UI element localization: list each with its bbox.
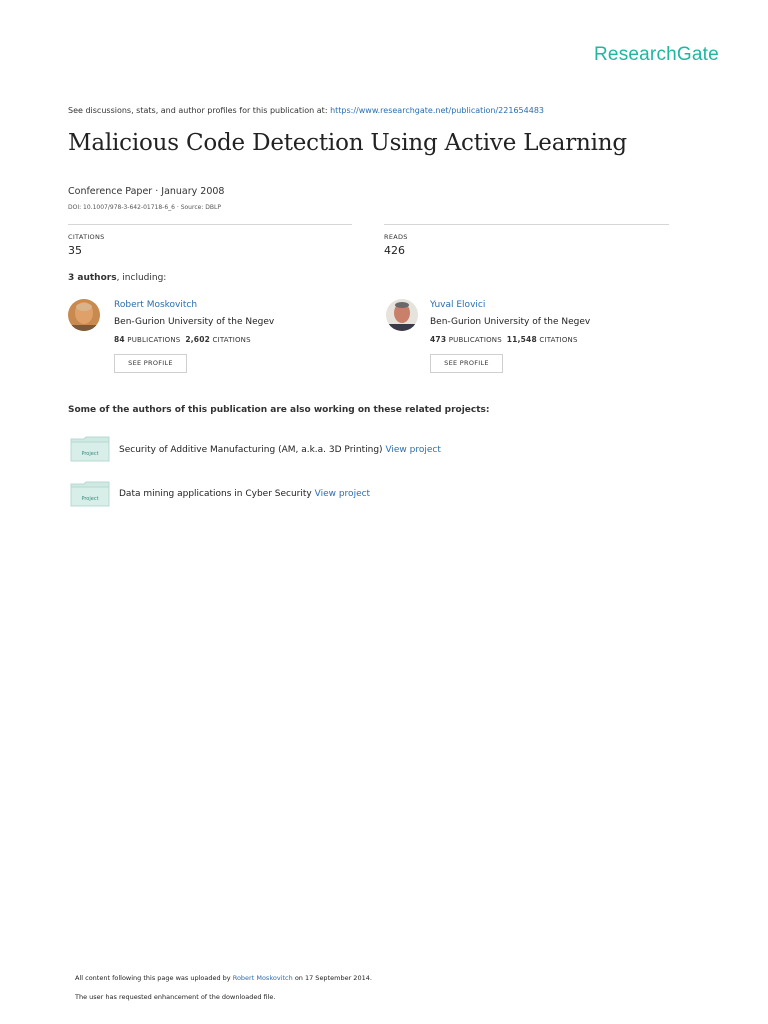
list-item <box>119 445 441 455</box>
upload-suffix: on 17 September 2014. <box>294 974 372 982</box>
avatar[interactable] <box>386 299 418 331</box>
project-title: Security of Additive Manufacturing (AM, a.k.a. 3D Printing) <box>119 445 383 455</box>
publication-title: Malicious Code Detection Using Active Learning <box>68 130 627 156</box>
author-citations-label: CITATIONS <box>539 336 578 344</box>
see-profile-button[interactable]: SEE PROFILE <box>430 354 503 373</box>
publication-url-link[interactable]: https://www.researchgate.net/publication/221654483 <box>330 106 544 115</box>
upload-prefix: All content following this page was uploaded by <box>75 974 231 982</box>
researchgate-logo: ResearchGate <box>594 44 719 65</box>
discussion-line <box>68 106 544 115</box>
discussion-text: See discussions, stats, and author profiles for this publication at: <box>68 106 328 115</box>
view-project-link[interactable]: View project <box>314 489 371 499</box>
see-profile-button[interactable]: SEE PROFILE <box>114 354 187 373</box>
author-citations-label: CITATIONS <box>212 336 251 344</box>
authors-suffix: , including: <box>116 273 167 283</box>
project-folder-icon <box>70 436 110 462</box>
author-photo-icon <box>386 299 418 331</box>
enhancement-note: The user has requested enhancement of the downloaded file. <box>75 993 276 1001</box>
project-title: Data mining applications in Cyber Security <box>119 489 312 499</box>
author-publications-label: PUBLICATIONS <box>127 336 181 344</box>
author-affiliation: Ben-Gurion University of the Negev <box>114 317 275 327</box>
publication-doi: DOI: 10.1007/978-3-642-01718-6_6 · Source: DBLP <box>68 204 221 211</box>
author-affiliation: Ben-Gurion University of the Negev <box>430 317 591 327</box>
author-citations-count: 2,602 <box>185 335 211 344</box>
uploader-link[interactable]: Robert Moskovitch <box>232 974 293 982</box>
authors-count: 3 authors <box>68 273 117 283</box>
upload-note <box>75 974 372 982</box>
svg-text:Project: Project <box>81 451 99 457</box>
reads-value: 426 <box>384 244 405 257</box>
author-photo-icon <box>68 299 100 331</box>
author-publications-count: 473 <box>430 335 447 344</box>
publication-type: Conference Paper · January 2008 <box>68 186 225 197</box>
reads-divider <box>384 224 669 225</box>
author-stats <box>114 335 251 344</box>
author-name-link[interactable]: Robert Moskovitch <box>114 300 198 310</box>
reads-label: READS <box>384 233 408 241</box>
project-folder-icon <box>70 481 110 507</box>
author-name-link[interactable]: Yuval Elovici <box>430 300 486 310</box>
view-project-link[interactable]: View project <box>385 445 441 455</box>
authors-heading <box>68 273 166 283</box>
citations-divider <box>68 224 352 225</box>
author-publications-count: 84 <box>114 335 125 344</box>
related-projects-heading: Some of the authors of this publication are also working on these related projects: <box>68 405 490 415</box>
svg-text:Project: Project <box>81 496 99 502</box>
citations-label: CITATIONS <box>68 233 105 241</box>
avatar[interactable] <box>68 299 100 331</box>
author-publications-label: PUBLICATIONS <box>448 336 502 344</box>
citations-value: 35 <box>68 244 82 257</box>
author-citations-count: 11,548 <box>506 335 537 344</box>
list-item <box>119 489 370 499</box>
author-stats <box>430 335 578 344</box>
